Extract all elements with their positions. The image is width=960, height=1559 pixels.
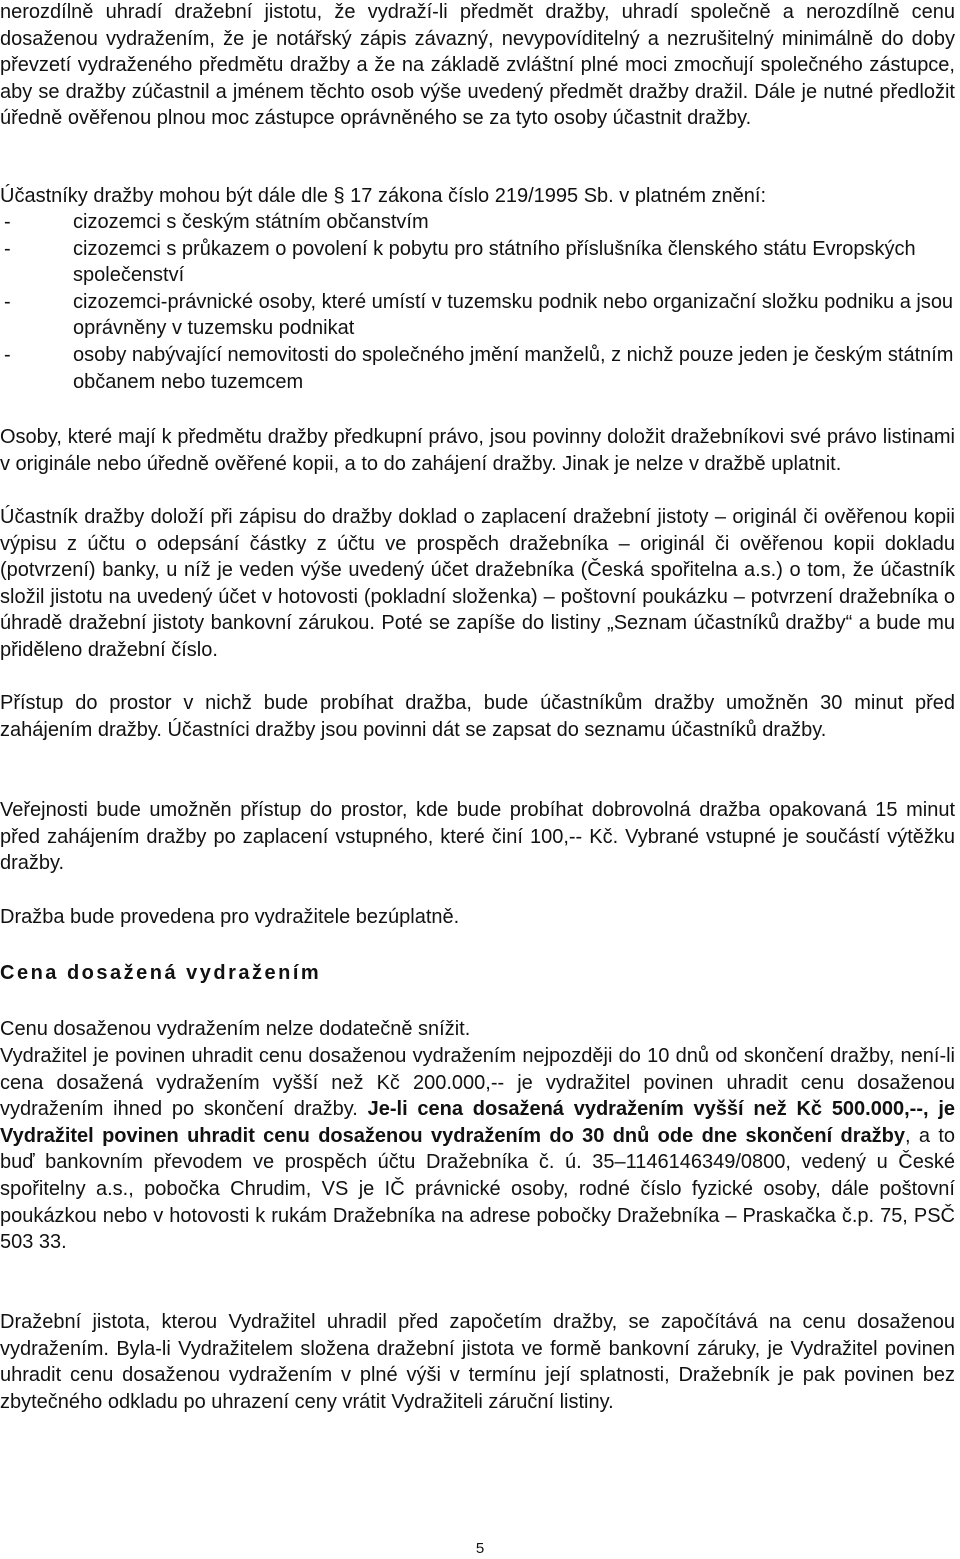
paragraph-pre-emption-right: Osoby, které mají k předmětu dražby předkupní právo, jsou povinny doložit dražebníkovi své právo listinami v originále nebo úředně ověřené kopii, a to do zahájení dražby. Jinak je nelze v dražbě uplatnit. <box>0 426 955 475</box>
paragraph-deposit-offset: Dražební jistota, kterou Vydražitel uhradil před započetím dražby, se započítává na cenu dosaženou vydražením. Byla-li Vydražitelem složena dražební jistota ve formě bankovní záruky, je Vydražitel povinen uhradit cenu dosaženou vydražením v plné výši v termínu její splatnosti, Dražebník je pak povinen bez zbytečného odkladu po uhrazení ceny vrátit Vydražiteli záruční listiny. <box>0 1311 955 1413</box>
list-item <box>0 236 955 289</box>
paragraph-deposit-proof: Účastník dražby doloží při zápisu do dražby doklad o zaplacení dražební jistoty – originál či ověřenou kopii výpisu z účtu o odepsání částky z účtu ve prospěch dražebníka – originál či ověřenou kopii dokladu (potvrzení) banky, u níž je veden výše uvedený účet dražebníka (Česká spořitelna a.s.) o tom, že účastník složil jistotu na uvedený účet v hotovosti (pokladní složenka) – poštovní poukázku – potvrzení dražebníka o úhradě dražební jistoty bankovní zárukou. Poté se zapíše do listiny „Seznam účastníků dražby“ a bude mu přiděleno dražební číslo. <box>0 506 955 661</box>
paragraph-eligible-participants: Účastníky dražby mohou být dále dle § 17 zákona číslo 219/1995 Sb. v platném znění: <box>0 185 767 207</box>
paragraph-joint-bidders <box>0 0 955 132</box>
list-item-text: osoby nabývající nemovitosti do společného jmění manželů, z nichž pouze jeden je českým státním občanem nebo tuzemcem <box>73 343 954 393</box>
list-bullet: - <box>4 343 11 366</box>
paragraph-public-entry: Veřejnosti bude umožněn přístup do prostor, kde bude probíhat dobrovolná dražba opakovaná 15 minut před zahájením dražby po zaplacení vstupného, které činí 100,-- Kč. Vybrané vstupné je součástí výtěžku dražby. <box>0 799 955 875</box>
paragraph-power-of-attorney-text: Dále je nutné předložit úředně ověřenou plnou moc zástupce oprávněného se za tyto osoby účastnit dražby. <box>0 80 955 130</box>
list-item-text: cizozemci s českým státním občanstvím <box>73 211 429 233</box>
list-item-text: cizozemci s průkazem o povolení k pobytu pro státního příslušníka členského státu Evropských společenství <box>73 237 916 287</box>
list-bullet: - <box>4 211 11 233</box>
paragraph-payment-terms <box>0 1043 955 1256</box>
list-bullet: - <box>4 290 11 313</box>
paragraph-free-of-charge: Dražba bude provedena pro vydražitele bezúplatně. <box>0 906 460 928</box>
list-item-text: cizozemci-právnické osoby, které umístí v tuzemsku podnik nebo organizační složku podniku a jsou oprávněny v tuzemsku podnikat <box>73 290 954 340</box>
paragraph-access: Přístup do prostor v nichž bude probíhat dražba, bude účastníkům dražby umožněn 30 minut před zahájením dražby. Účastníci dražby jsou povinni dát se zapsat do seznamu účastníků dražby. <box>0 692 955 741</box>
list-bullet: - <box>4 237 11 260</box>
page-number: 5 <box>475 1540 485 1557</box>
payment-terms-text: Vydražitel je povinen uhradit cenu dosaženou vydražením nejpozději do 10 dnů od skončení dražby, není-li cena dosažená vydražením vyšší než Kč 200.000,-- je vydražitel povinen uhradit cenu dosaženou vydražením ihned po skončení dražby. <box>0 1045 955 1121</box>
list-item <box>0 209 955 236</box>
section-heading: Cena dosažená vydražením <box>0 962 322 984</box>
list-item <box>0 342 955 395</box>
paragraph-joint-bidders-text: nerozdílně uhradí dražební jistotu, že vydraží-li předmět dražby, uhradí společně a nerozdílně cenu dosaženou vydražením, že je notářský zápis závazný, nevypovíditelný a nezrušitelný minimálně do doby převzetí vydraženého předmětu dražby a že na základě zvláštní plné moci zmocňují společného zástupce, aby se dražby zúčastnil a jménem těchto osob výše uvedený předmět dražby dražil. <box>0 1 955 103</box>
list-item <box>0 289 955 342</box>
eligible-participants-list <box>0 209 955 395</box>
payment-terms-bold-text: Je-li cena dosažená vydražením vyšší než Kč 500.000,--, je Vydražitel povinen uhradit cenu dosaženou vydražením do 30 dnů ode dne skončení dražby <box>0 1098 956 1147</box>
paragraph-price-final: Cenu dosaženou vydražením nelze dodatečně snížit. <box>0 1018 471 1040</box>
payment-terms-details-text: , a to buď bankovním převodem ve prospěch účtu Dražebníka č. ú. 35–1146146349/0800, vedený u České spořitelny a.s., pobočka Chrudim, VS je IČ právnické osoby, rodné číslo fyzické osoby, dále poštovní poukázkou nebo v hotovosti k rukám Dražebníka na adrese pobočky Dražebníka – Praskačka č.p. 75, PSČ 503 33. <box>0 1124 955 1254</box>
